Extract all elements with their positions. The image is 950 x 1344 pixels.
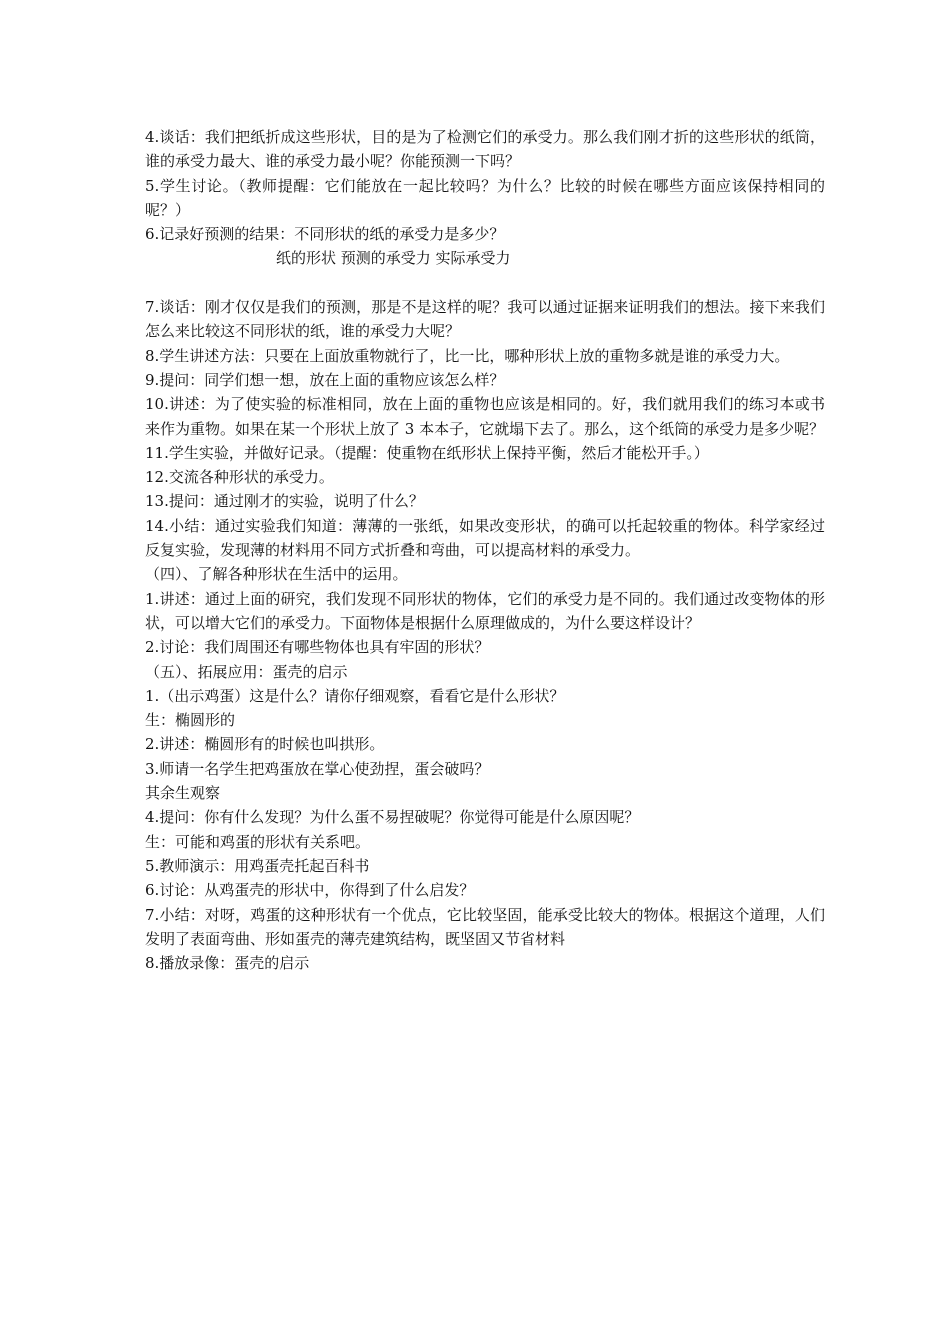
section4-paragraph-2: 2.讨论：我们周围还有哪些物体也具有牢固的形状？ [145,638,490,657]
student-answer-1: 生：椭圆形的 [145,711,236,730]
paragraph-10: 10.讲述：为了使实验的标准相同，放在上面的重物也应该是相同的。好，我们就用我们的练习本或书来作为重物。如果在某一个形状上放了 3 本本子，它就塌下去了。那么，这个纸筒的承受力是多少呢？ [145,395,825,438]
paragraph-8: 8.学生讲述方法：只要在上面放重物就行了，比一比，哪种形状上放的重物多就是谁的承受力大。 [145,346,790,365]
paragraph-13: 13.提问：通过刚才的实验，说明了什么？ [145,492,424,511]
student-answer-2: 生：可能和鸡蛋的形状有关系吧。 [145,832,371,851]
paragraph-7: 7.谈话：刚才仅仅是我们的预测，那是不是这样的呢？我可以通过证据来证明我们的想法。接下来我们怎么来比较这不同形状的纸，谁的承受力大呢？ [145,298,825,341]
section5-paragraph-5: 5.教师演示：用鸡蛋壳托起百科书 [145,856,370,875]
section5-paragraph-6: 6.讨论：从鸡蛋壳的形状中，你得到了什么启发？ [145,881,475,900]
section4-paragraph-1: 1.讲述：通过上面的研究，我们发现不同形状的物体，它们的承受力是不同的。我们通过改变物体的形状，可以增大它们的承受力。下面物体是根据什么原理做成的，为什么要这样设计？ [145,589,825,632]
section5-paragraph-2: 2.讲述：椭圆形有的时候也叫拱形。 [145,735,385,754]
paragraph-11: 11.学生实验，并做好记录。（提醒：使重物在纸形状上保持平衡，然后才能松开手。） [145,443,709,462]
record-table-header: 纸的形状 预测的承受力 实际承受力 [276,249,511,268]
section-heading-5: （五）、拓展应用：蛋壳的启示 [145,662,348,681]
section-heading-4: （四）、了解各种形状在生活中的运用。 [145,565,408,584]
paragraph-14: 14.小结：通过实验我们知道：薄薄的一张纸，如果改变形状，的确可以托起较重的物体。科学家经过反复实验，发现薄的材料用不同方式折叠和弯曲，可以提高材料的承受力。 [145,516,825,560]
section5-paragraph-4: 4.提问：你有什么发现？为什么蛋不易捏破呢？你觉得可能是什么原因呢？ [145,808,640,827]
student-observe-note: 其余生观察 [145,784,221,803]
empty-table-row [145,271,825,295]
section5-paragraph-1: 1.（出示鸡蛋）这是什么？请你仔细观察，看看它是什么形状？ [145,686,565,705]
paragraph-9: 9.提问：同学们想一想，放在上面的重物应该怎么样？ [145,370,505,389]
lesson-text [145,125,825,975]
section5-paragraph-8: 8.播放录像：蛋壳的启示 [145,954,310,973]
paragraph-5: 5.学生讨论。（教师提醒：它们能放在一起比较吗？为什么？比较的时候在哪些方面应该保持相同的呢？） [145,176,825,219]
paragraph-4: 4.谈话：我们把纸折成这些形状，目的是为了检测它们的承受力。那么我们刚才折的这些形状的纸筒，谁的承受力最大、谁的承受力最小呢？你能预测一下吗？ [145,128,825,171]
paragraph-12: 12.交流各种形状的承受力。 [145,468,334,487]
section5-paragraph-3: 3.师请一名学生把鸡蛋放在掌心使劲捏，蛋会破吗？ [145,759,490,778]
section5-paragraph-7: 7.小结：对呀，鸡蛋的这种形状有一个优点，它比较坚固，能承受比较大的物体。根据这个道理，人们发明了表面弯曲、形如蛋壳的薄壳建筑结构，既坚固又节省材料 [145,905,825,948]
paragraph-6: 6.记录好预测的结果：不同形状的纸的承受力是多少？ [145,225,505,244]
